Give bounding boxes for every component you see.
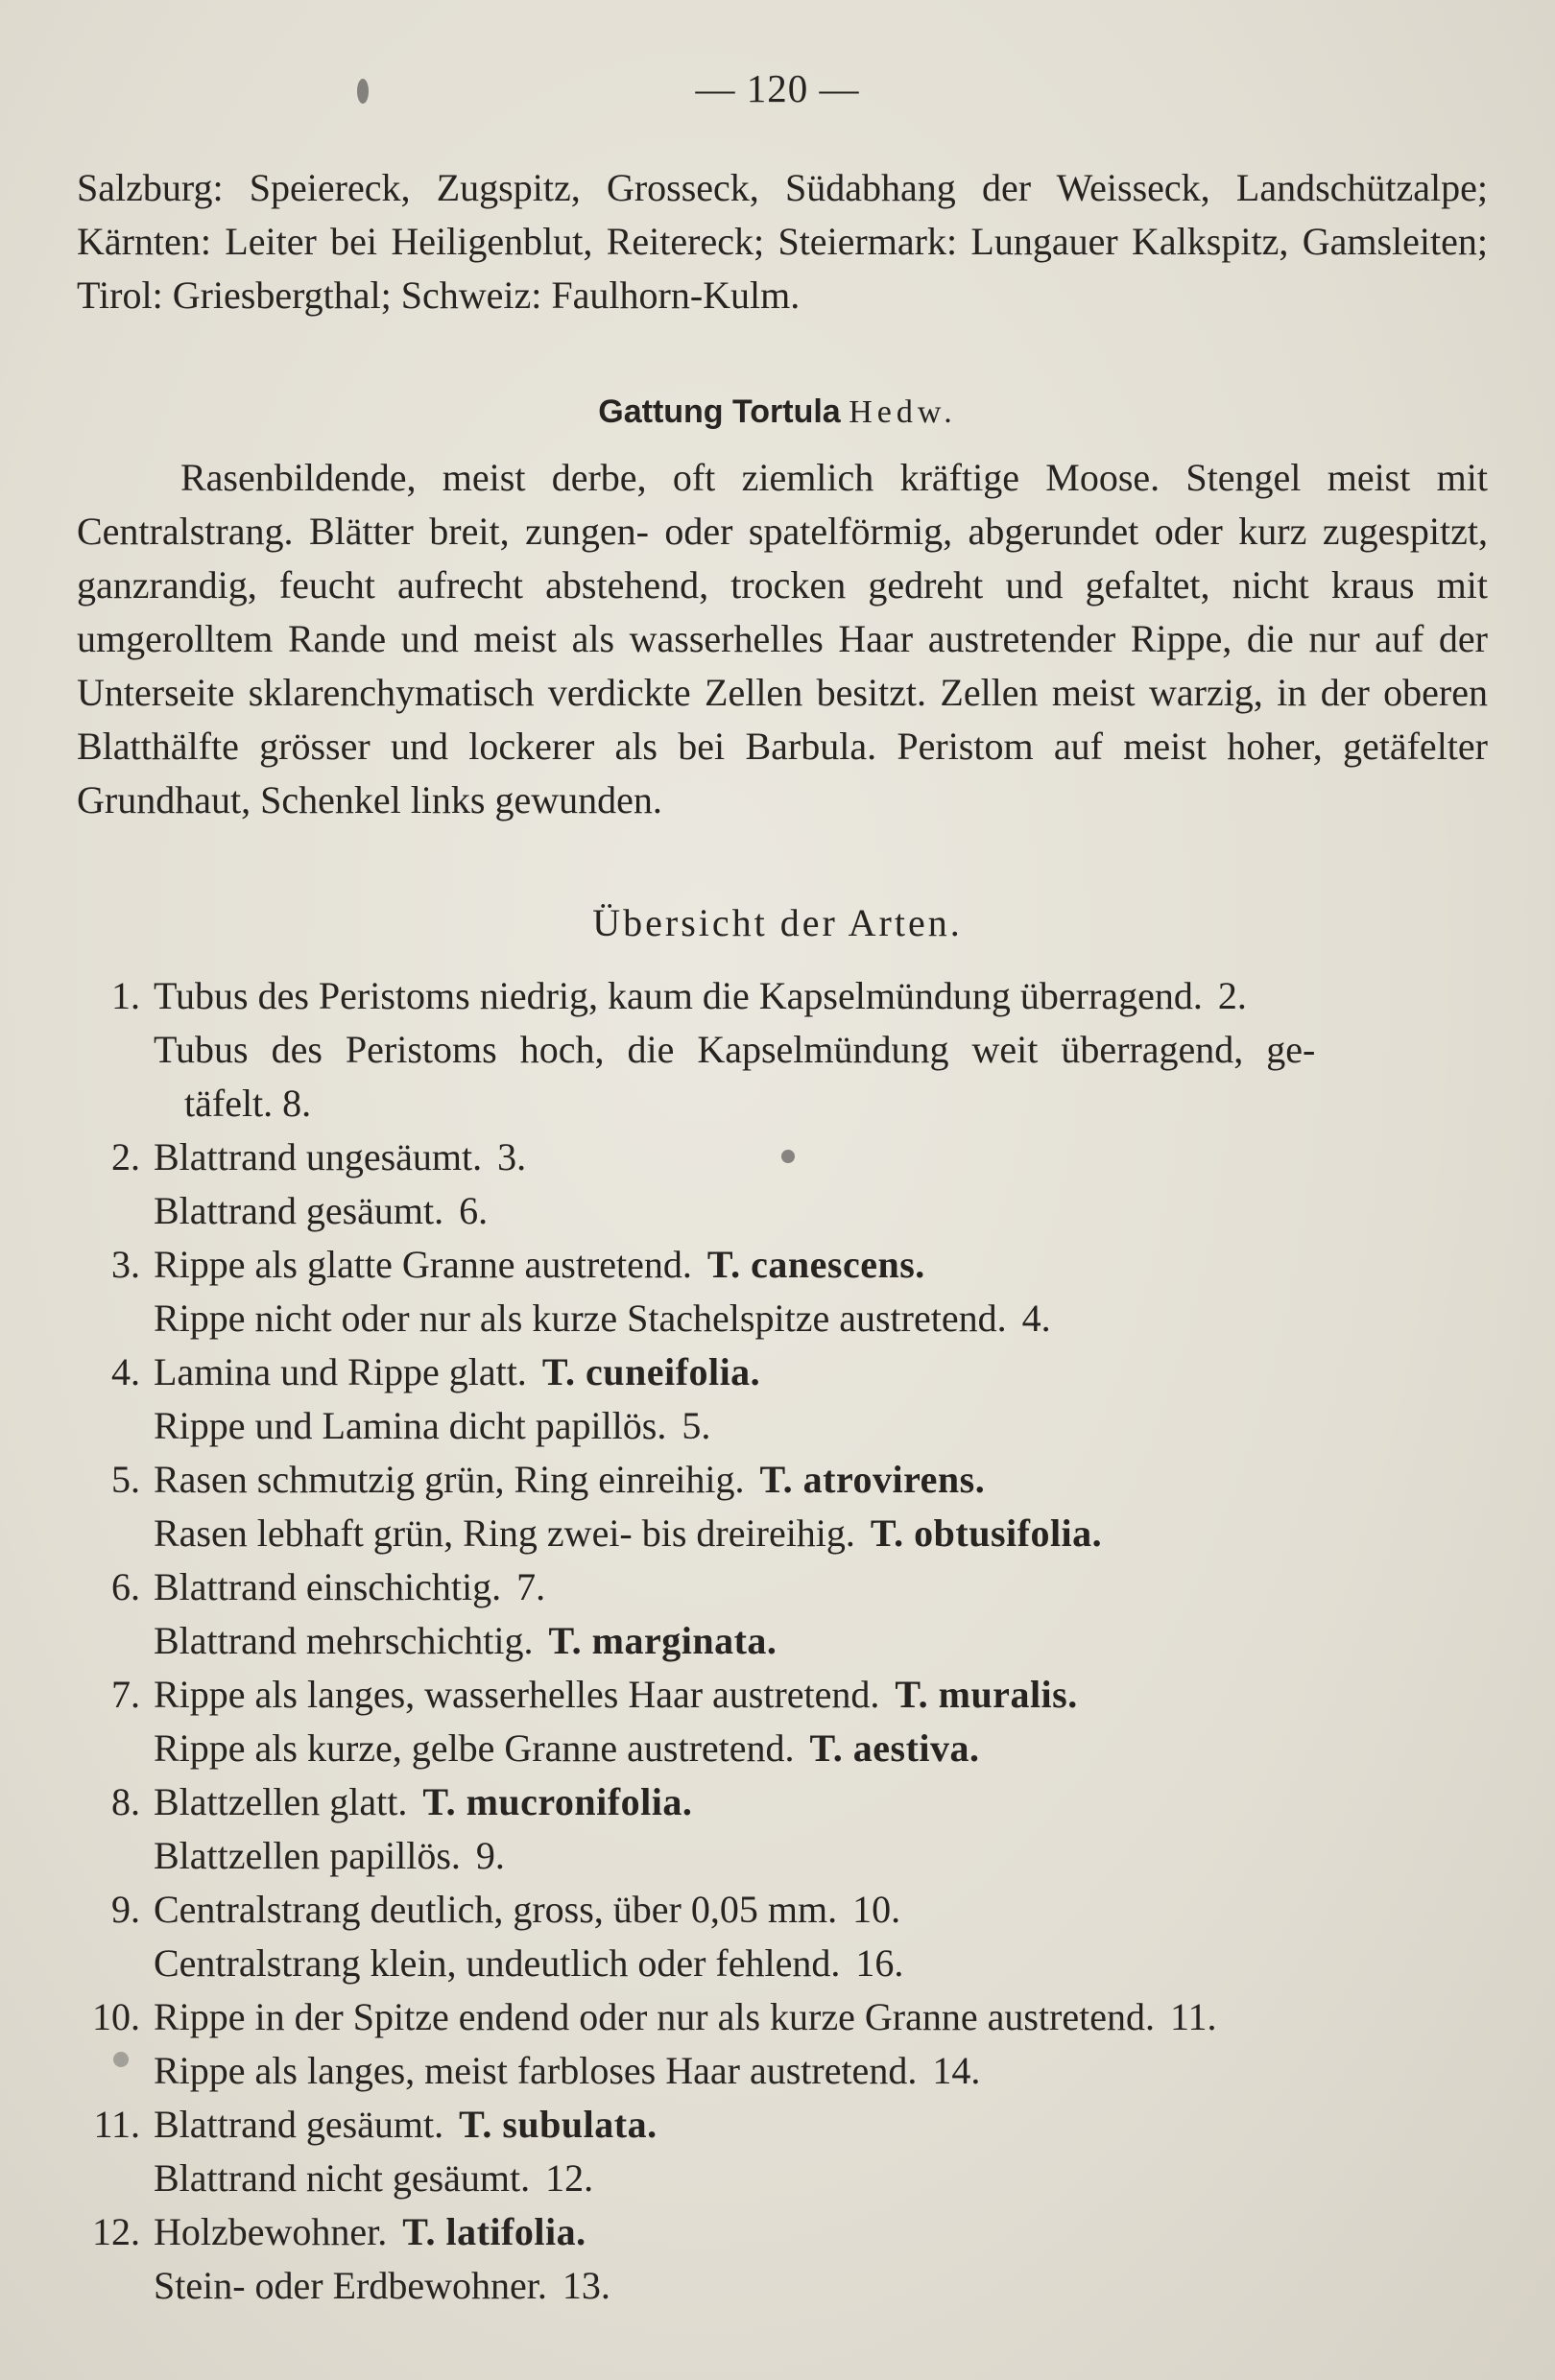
key-lead: Lamina und Rippe glatt. — [154, 1350, 527, 1393]
key-lead: Stein- oder Erdbewohner. — [154, 2264, 547, 2307]
key-result: 16. — [855, 1941, 904, 1985]
key-row — [77, 1130, 1497, 1184]
key-lead: Centralstrang klein, undeutlich oder fehlend. — [154, 1941, 841, 1985]
key-row — [77, 1507, 1497, 1560]
key-lead: Rippe nicht oder nur als kurze Stachelspitze austretend. — [154, 1297, 1007, 1340]
key-lead: Blattrand nicht gesäumt. — [154, 2156, 531, 2200]
page-number: — 120 — — [695, 66, 860, 110]
key-lead: Centralstrang deutlich, gross, über 0,05 mm. — [154, 1888, 838, 1931]
key-number: 11. — [93, 2103, 140, 2146]
key-number: 5. — [111, 1458, 140, 1501]
key-number: 9. — [111, 1888, 140, 1931]
key-number: 7. — [111, 1673, 140, 1716]
key-lead: Rippe als glatte Granne austretend. — [154, 1243, 692, 1286]
key-row — [77, 1775, 1497, 1829]
key-result: 9. — [475, 1834, 505, 1877]
key-lead: Rippe als langes, wasserhelles Haar austretend. — [154, 1673, 880, 1716]
key-species: T. aestiva. — [809, 1726, 980, 1770]
key-lead: Rasen schmutzig grün, Ring einreihig. — [154, 1458, 745, 1501]
key-result: 4. — [1021, 1297, 1051, 1340]
key-result: 7. — [516, 1565, 546, 1608]
key-lead: Rasen lebhaft grün, Ring zwei- bis dreireihig. — [154, 1511, 855, 1555]
genus-heading — [0, 393, 1555, 431]
key-row — [77, 1560, 1497, 1614]
key-number: 6. — [111, 1565, 140, 1608]
key-number: 2. — [111, 1135, 140, 1178]
key-row — [77, 2044, 1497, 2098]
key-number: 8. — [111, 1780, 140, 1823]
key-species: T. subulata. — [459, 2103, 658, 2146]
key-result: 3. — [497, 1135, 527, 1178]
overview-title: Übersicht der Arten. — [592, 901, 963, 944]
key-row — [77, 1990, 1497, 2044]
key-row — [77, 1023, 1497, 1130]
key-lead: Tubus des Peristoms niedrig, kaum die Kapselmündung überragend. — [154, 974, 1203, 1017]
key-result: 14. — [932, 2049, 981, 2092]
key-lead: Blattrand gesäumt. — [154, 2103, 444, 2146]
key-lead: Blattzellen papillös. — [154, 1834, 461, 1877]
key-lead: Holzbewohner. — [154, 2210, 388, 2253]
key-lead: Rippe und Lamina dicht papillös. — [154, 1404, 667, 1447]
genus-name: Gattung Tortula — [598, 393, 841, 430]
key-lead: Blattrand mehrschichtig. — [154, 1619, 534, 1662]
key-lead: Blattrand einschichtig. — [154, 1565, 502, 1608]
key-species: T. muralis. — [895, 1673, 1078, 1716]
key-result: 10. — [852, 1888, 901, 1931]
key-species: T. atrovirens. — [759, 1458, 986, 1501]
key-lead: Tubus des Peristoms hoch, die Kapselmündung weit überragend, ge- — [154, 1028, 1316, 1071]
key-row — [77, 1668, 1497, 1722]
key-result: 6. — [459, 1189, 489, 1232]
key-number: 4. — [111, 1350, 140, 1393]
key-result: 2. — [1217, 974, 1247, 1017]
key-species: T. marginata. — [548, 1619, 778, 1662]
key-row — [77, 2259, 1497, 2313]
key-continuation: täfelt. 8. — [184, 1082, 312, 1125]
intro-paragraph: Salzburg: Speiereck, Zugspitz, Grosseck, Südabhang der Weisseck, Landschützalpe; Kärnten: Leiter bei Heiligenblut, Reitereck; Steiermark: Lungauer Kalkspitz, Gamsleiten; Tirol: Griesbergthal; Schweiz: Faulhorn-Kulm. — [77, 166, 1488, 317]
key-row — [77, 1722, 1497, 1775]
key-row — [77, 1184, 1497, 1238]
key-row — [77, 1238, 1497, 1292]
key-number: 12. — [92, 2210, 140, 2253]
key-lead: Rippe als kurze, gelbe Granne austretend. — [154, 1726, 795, 1770]
key-row — [77, 2098, 1497, 2152]
key-row — [77, 1829, 1497, 1883]
key-row — [77, 969, 1497, 1023]
key-number: 1. — [111, 974, 140, 1017]
key-lead: Blattrand gesäumt. — [154, 1189, 444, 1232]
key-species: T. mucronifolia. — [422, 1780, 693, 1823]
key-row — [77, 1345, 1497, 1399]
key-row — [77, 1292, 1497, 1345]
key-species: T. canescens. — [706, 1243, 925, 1286]
key-number: 3. — [111, 1243, 140, 1286]
key-result: 11. — [1169, 1995, 1217, 2038]
key-species: T. latifolia. — [402, 2210, 586, 2253]
key-species: T. cuneifolia. — [541, 1350, 761, 1393]
key-row — [77, 2152, 1497, 2205]
key-result: 12. — [545, 2156, 594, 2200]
key-row — [77, 1614, 1497, 1668]
key-lead: Blattrand ungesäumt. — [154, 1135, 483, 1178]
key-number: 10. — [92, 1995, 140, 2038]
key-lead: Rippe in der Spitze endend oder nur als kurze Granne austretend. — [154, 1995, 1155, 2038]
genus-author: Hedw. — [849, 394, 957, 430]
key-row — [77, 1883, 1497, 1937]
key-lead: Blattzellen glatt. — [154, 1780, 408, 1823]
key-row — [77, 1453, 1497, 1507]
genus-description: Rasenbildende, meist derbe, oft ziemlich kräftige Moose. Stengel meist mit Centralstrang. Blätter breit, zungen- oder spatelförmig, abgerundet oder kurz zugespitzt, ganzrandig, feucht aufrecht abstehend, trocken gedreht und gefaltet, nicht kraus mit umgerolltem Rande und meist als wasserhelles Haar austretender Rippe, die nur auf der Unterseite sklarenchymatisch verdickte Zellen besitzt. Zellen meist warzig, in der oberen Blatthälfte grösser und lockerer als bei Barbula. Peristom auf meist hoher, getäfelter Grundhaut, Schenkel links gewunden. — [77, 456, 1488, 821]
identification-key — [77, 969, 1497, 2313]
key-row — [77, 1399, 1497, 1453]
key-result: 5. — [682, 1404, 711, 1447]
key-row — [77, 1937, 1497, 1990]
key-row — [77, 2205, 1497, 2259]
key-result: 13. — [562, 2264, 610, 2307]
key-species: T. obtusifolia. — [870, 1511, 1103, 1555]
key-lead: Rippe als langes, meist farbloses Haar austretend. — [154, 2049, 918, 2092]
